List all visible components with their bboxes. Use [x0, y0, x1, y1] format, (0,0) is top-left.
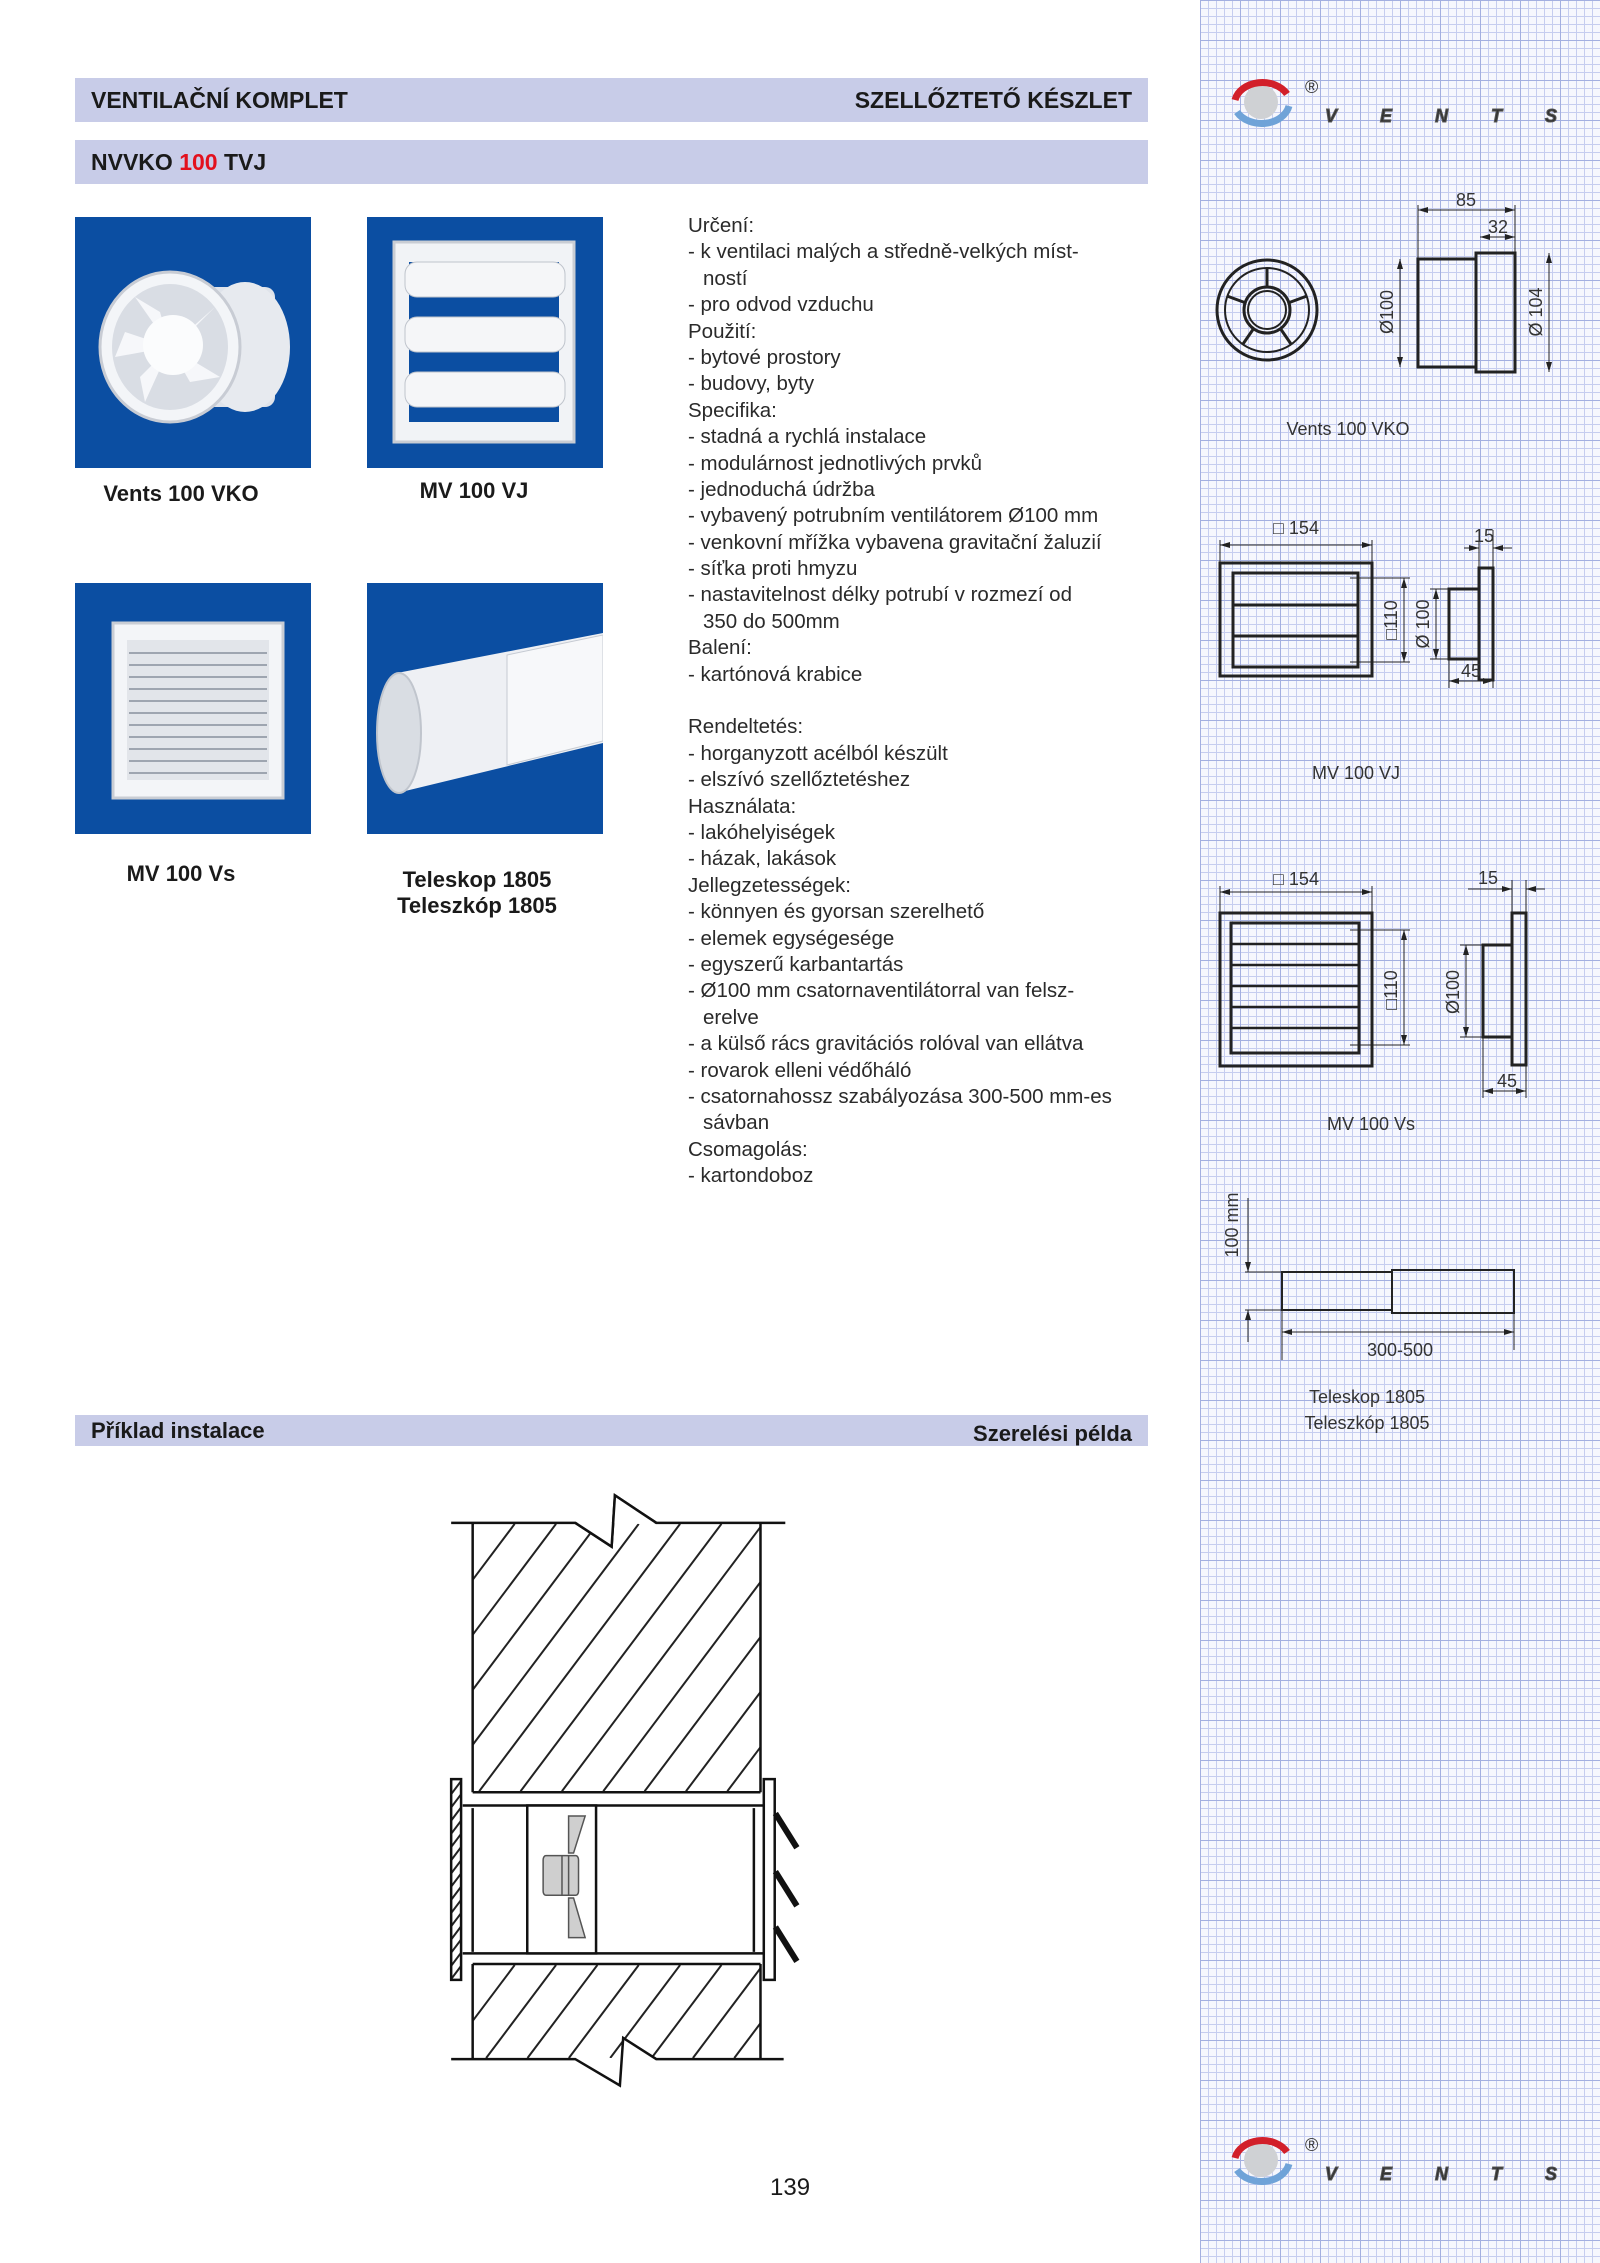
description-line: - síťka proti hmyzu	[688, 557, 858, 581]
telescopic-duct-image	[367, 583, 603, 834]
description-line: Specifika:	[688, 398, 777, 422]
dim-dia: Ø 100	[1413, 599, 1433, 649]
dim-32: 32	[1487, 217, 1509, 237]
dim-dia-100: Ø100	[1377, 289, 1397, 335]
hatch-line	[479, 1524, 680, 1791]
registered-mark: ®	[1305, 77, 1319, 97]
description-line: - stadná a rychlá instalace	[688, 425, 927, 449]
hatch-line	[652, 1965, 722, 2058]
dim-length: 300-500	[1366, 1340, 1434, 1360]
dim-inner: □110	[1381, 600, 1401, 640]
hatch-line	[693, 1965, 763, 2058]
photo-label: Teleskop 1805	[402, 867, 552, 892]
drawing-label-alt: Teleszkóp 1805	[1304, 1413, 1430, 1433]
dim-plate: 15	[1473, 526, 1495, 546]
description-line: - a külső rács gravitációs rolóval van ellátva	[688, 1032, 1084, 1056]
product-size: 100	[179, 148, 218, 175]
photo-teleskop-1805	[367, 583, 603, 834]
technical-drawings	[1200, 0, 1600, 2263]
description-line: ností	[703, 266, 748, 290]
shutter-grille-image	[367, 217, 603, 468]
dim-width: □ 154	[1273, 518, 1319, 538]
description-line: - budovy, byty	[688, 372, 815, 396]
hatch-line	[645, 1524, 825, 1791]
louvre-blades	[775, 1813, 797, 1961]
drawing-teleskop	[1245, 1198, 1514, 1360]
description-line: 350 do 500mm	[703, 609, 840, 633]
drawing-label: Teleskop 1805	[1308, 1387, 1426, 1407]
duct-fan-image	[75, 217, 311, 468]
dim-dia: Ø100	[1443, 969, 1463, 1015]
description-line: - elszívó szellőztetéshez	[688, 768, 911, 792]
dim-dia-104: Ø 104	[1526, 287, 1546, 337]
hatch-line	[727, 1524, 825, 1791]
hatch-line	[610, 1965, 680, 2058]
product-prefix: NVVKO	[91, 148, 173, 175]
description-line: Použití:	[688, 319, 757, 343]
hatch-line	[428, 1780, 501, 1979]
description-line: Rendeltetés:	[688, 715, 804, 739]
hatch-line	[428, 1780, 541, 1979]
description-line: - Ø100 mm csatornaventilátorral van felsz-	[688, 979, 1075, 1003]
drawing-label: MV 100 Vs	[1326, 1114, 1416, 1134]
drawing-label: Vents 100 VKO	[1286, 419, 1410, 439]
title-czech: VENTILAČNÍ KOMPLET	[91, 86, 348, 113]
description-line: - egyszerű karbantartás	[688, 952, 904, 976]
outer-grille	[764, 1779, 775, 1980]
dim-depth: 45	[1460, 661, 1482, 681]
hatch-line	[428, 1524, 597, 1791]
vents-logo	[1235, 77, 1557, 126]
logo-text: VENTS	[1325, 106, 1557, 126]
description-line: Balení:	[688, 636, 752, 660]
description-line: - venkovní mřížka vybavena gravitační žaluzií	[688, 530, 1102, 554]
hatch-line	[428, 1780, 472, 1979]
title-bar	[75, 78, 1148, 122]
vents-logo-bottom	[1235, 2135, 1557, 2184]
dim-plate: 15	[1477, 868, 1499, 888]
description-line: - csatornahossz szabályozása 300-500 mm-es	[688, 1084, 1112, 1108]
hatch-line	[428, 1524, 556, 1791]
description-line: - házak, lakások	[688, 847, 837, 871]
hatch-line	[562, 1524, 763, 1791]
hatch-line	[776, 1965, 825, 2058]
hatch-line	[438, 1524, 639, 1791]
install-title-czech: Příklad instalace	[91, 1417, 265, 1443]
photo-label: MV 100 Vs	[126, 861, 236, 886]
hatch-line	[603, 1524, 804, 1791]
louvre-grille-image	[75, 583, 311, 834]
install-bar	[75, 1415, 1148, 1446]
description-line: erelve	[703, 1005, 759, 1029]
dim-depth: 45	[1496, 1071, 1518, 1091]
description-line: - modulárnost jednotlivých prvků	[688, 451, 982, 475]
description-line: - nastavitelnost délky potrubí v rozmezí od	[688, 583, 1072, 607]
hatch-line	[521, 1524, 722, 1791]
photo-mv-100-vs	[75, 583, 311, 834]
product-code	[91, 149, 266, 176]
description-line: - rovarok elleni védőháló	[688, 1058, 912, 1082]
installation-diagram	[428, 1470, 825, 2104]
hatch-line	[769, 1524, 825, 1791]
description-line: sávban	[703, 1111, 770, 1135]
hatch-line	[486, 1965, 556, 2058]
hatch-line	[428, 1524, 473, 1791]
registered-mark: ®	[1305, 2135, 1319, 2155]
description-line: - könnyen és gyorsan szerelhető	[688, 900, 985, 924]
product-suffix: TVJ	[223, 148, 267, 175]
description-line: Használata:	[688, 794, 797, 818]
description-line: Csomagolás:	[688, 1137, 808, 1161]
description-line: Jellegzetességek:	[688, 873, 851, 897]
description-line: - horganyzott acélból készült	[688, 741, 948, 765]
photo-vents-100-vko	[75, 217, 311, 468]
description-text	[688, 213, 1158, 1189]
description-line: - bytové prostory	[688, 345, 841, 369]
logo-text: VENTS	[1325, 2164, 1557, 2184]
hatch-line	[528, 1965, 598, 2058]
description-line: - pro odvod vzduchu	[688, 293, 874, 317]
drawing-label: MV 100 VJ	[1311, 763, 1401, 783]
description-line: - jednoduchá údržba	[688, 477, 875, 501]
install-title-hungarian: Szerelési példa	[973, 1420, 1132, 1446]
photo-label-alt: Teleszkóp 1805	[397, 893, 557, 918]
hatch-line	[428, 1780, 521, 1979]
hatch-line	[428, 1780, 452, 1979]
hatch-line	[428, 1780, 511, 1979]
dim-inner: □110	[1381, 970, 1401, 1010]
description-line: - kartónová krabice	[688, 662, 863, 686]
title-hungarian: SZELLŐZTETŐ KÉSZLET	[854, 86, 1132, 113]
description-line: - lakóhelyiségek	[688, 820, 835, 844]
hatch-line	[428, 1524, 515, 1791]
description-line: - kartondoboz	[688, 1164, 814, 1188]
dim-diameter: 100 mm	[1222, 1192, 1242, 1258]
description-line	[688, 688, 1158, 714]
description-line: - elemek egységesége	[688, 926, 895, 950]
description-line: - k ventilaci malých a středně-velkých míst-	[688, 240, 1079, 264]
page-number: 139	[770, 2174, 811, 2201]
photo-mv-100-vj	[367, 217, 603, 468]
hatch-line	[686, 1524, 825, 1791]
dim-85: 85	[1455, 190, 1477, 210]
dim-width: □ 154	[1273, 869, 1319, 889]
description-line: Určení:	[688, 214, 755, 237]
hatch-line	[428, 1780, 531, 1979]
photo-label: MV 100 VJ	[419, 478, 529, 503]
description-line: - vybavený potrubním ventilátorem Ø100 mm	[688, 504, 1099, 528]
product-bar	[75, 140, 1148, 184]
photo-label: Vents 100 VKO	[103, 481, 259, 506]
